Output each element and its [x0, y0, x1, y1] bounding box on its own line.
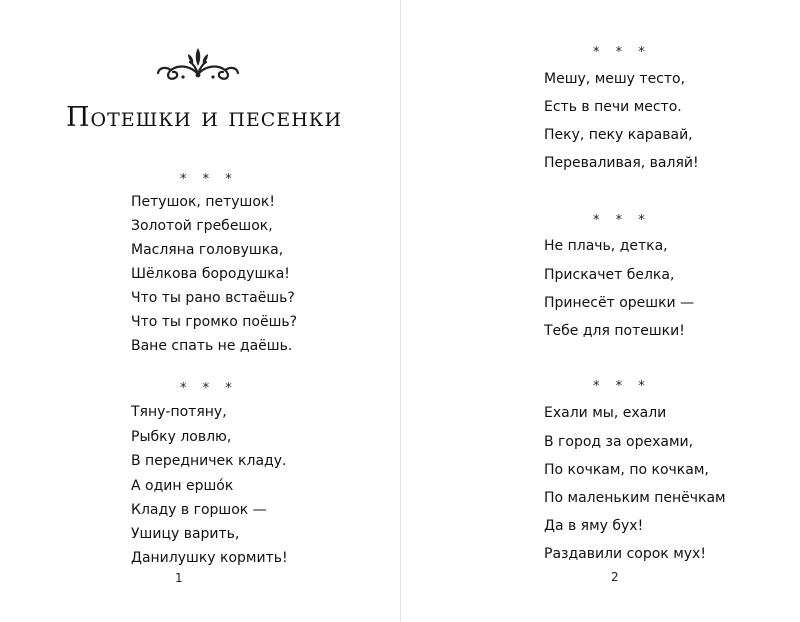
- poem-line: Принесёт орешки —: [544, 295, 695, 311]
- floral-ornament-icon: [155, 44, 241, 82]
- poem-separator: * * *: [593, 379, 651, 394]
- poem-separator: * * *: [593, 45, 651, 60]
- poem-line: А один ершóк: [131, 478, 234, 494]
- poem-line: Петушок, петушок!: [131, 194, 275, 210]
- poem-separator: * * *: [180, 381, 238, 396]
- poem-line: По кочкам, по кочкам,: [544, 462, 709, 478]
- poem-line: Прискачет белка,: [544, 267, 675, 283]
- poem-line: Ушицу варить,: [131, 526, 240, 542]
- poem-line: Шёлкова бородушка!: [131, 266, 290, 282]
- poem-line: По маленьким пенёчкам: [544, 490, 726, 506]
- poem-line: В город за орехами,: [544, 434, 694, 450]
- poem-line: Мешу, мешу тесто,: [544, 71, 686, 87]
- poem-line: Масляна головушка,: [131, 242, 284, 258]
- poem-line: Золотой гребешок,: [131, 218, 273, 234]
- poem-separator: * * *: [180, 172, 238, 187]
- poem-line: Раздавили сорок мух!: [544, 546, 706, 562]
- poem-separator: * * *: [593, 213, 651, 228]
- right-page: [400, 0, 800, 622]
- poem-line: Тяну-потяну,: [131, 404, 227, 420]
- poem-line: Данилушку кормить!: [131, 550, 288, 566]
- poem-line: Что ты громко поёшь?: [131, 314, 298, 330]
- page-number: 1: [175, 571, 183, 585]
- poem-line: Кладу в горшок —: [131, 502, 267, 518]
- poem-line: Ехали мы, ехали: [544, 405, 667, 421]
- section-title: Потешки и песенки: [66, 102, 343, 133]
- poem-line: Что ты рано встаёшь?: [131, 290, 295, 306]
- poem-line: В передничек кладу.: [131, 453, 287, 469]
- poem-line: Ване спать не даёшь.: [131, 338, 293, 354]
- poem-line: Тебе для потешки!: [544, 323, 685, 339]
- poem-line: Да в яму бух!: [544, 518, 644, 534]
- poem-line: Переваливая, валяй!: [544, 155, 699, 171]
- poem-line: Пеку, пеку каравай,: [544, 127, 693, 143]
- poem-line: Есть в печи место.: [544, 99, 682, 115]
- poem-line: Не плачь, детка,: [544, 238, 668, 254]
- page-number: 2: [611, 570, 619, 584]
- poem-line: Рыбку ловлю,: [131, 429, 232, 445]
